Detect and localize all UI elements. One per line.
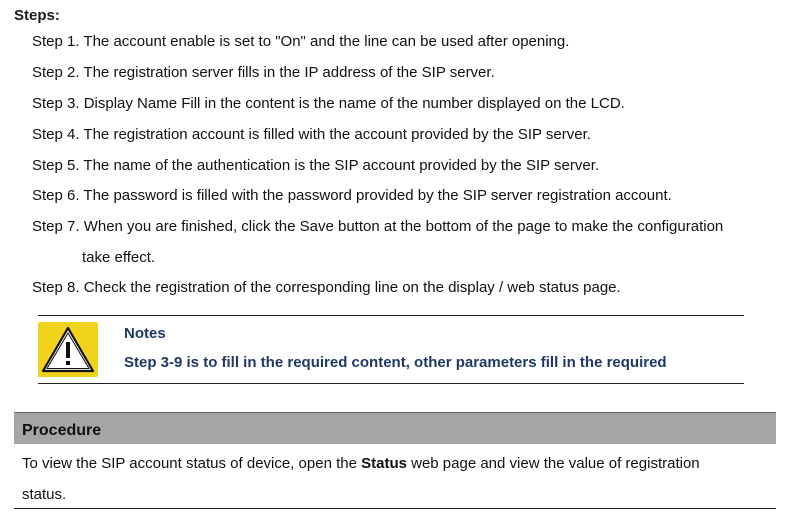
warning-icon xyxy=(38,322,98,377)
notes-title: Notes xyxy=(124,325,166,342)
notes-text: Step 3-9 is to fill in the required content, other parameters fill in the required xyxy=(124,354,667,371)
step-7: Step 7. When you are finished, click the Save button at the bottom of the page to make the configuration xyxy=(32,218,724,235)
procedure-text-after: web page and view the value of registration xyxy=(406,455,700,472)
notes-top-divider xyxy=(38,315,744,316)
notes-bottom-divider xyxy=(38,383,744,384)
step-2: Step 2. The registration server fills in the IP address of the SIP server. xyxy=(32,64,495,81)
procedure-line-1 xyxy=(22,455,700,472)
procedure-title: Procedure xyxy=(22,422,102,439)
procedure-line-2: status. xyxy=(22,486,67,503)
step-6: Step 6. The password is filled with the password provided by the SIP server registration account. xyxy=(32,187,672,204)
procedure-bottom-divider xyxy=(14,508,776,509)
status-keyword: Status xyxy=(361,455,407,472)
step-1: Step 1. The account enable is set to "On" and the line can be used after opening. xyxy=(32,33,570,50)
step-3: Step 3. Display Name Fill in the content is the name of the number displayed on the LCD. xyxy=(32,95,625,112)
step-8: Step 8. Check the registration of the corresponding line on the display / web status page. xyxy=(32,279,621,296)
procedure-text-before: To view the SIP account status of device, open the xyxy=(22,455,362,472)
procedure-bar xyxy=(14,412,776,444)
step-4: Step 4. The registration account is filled with the account provided by the SIP server. xyxy=(32,126,591,143)
step-5: Step 5. The name of the authentication is the SIP account provided by the SIP server. xyxy=(32,157,600,174)
step-7-continuation: take effect. xyxy=(82,249,156,266)
steps-heading: Steps: xyxy=(14,7,60,24)
